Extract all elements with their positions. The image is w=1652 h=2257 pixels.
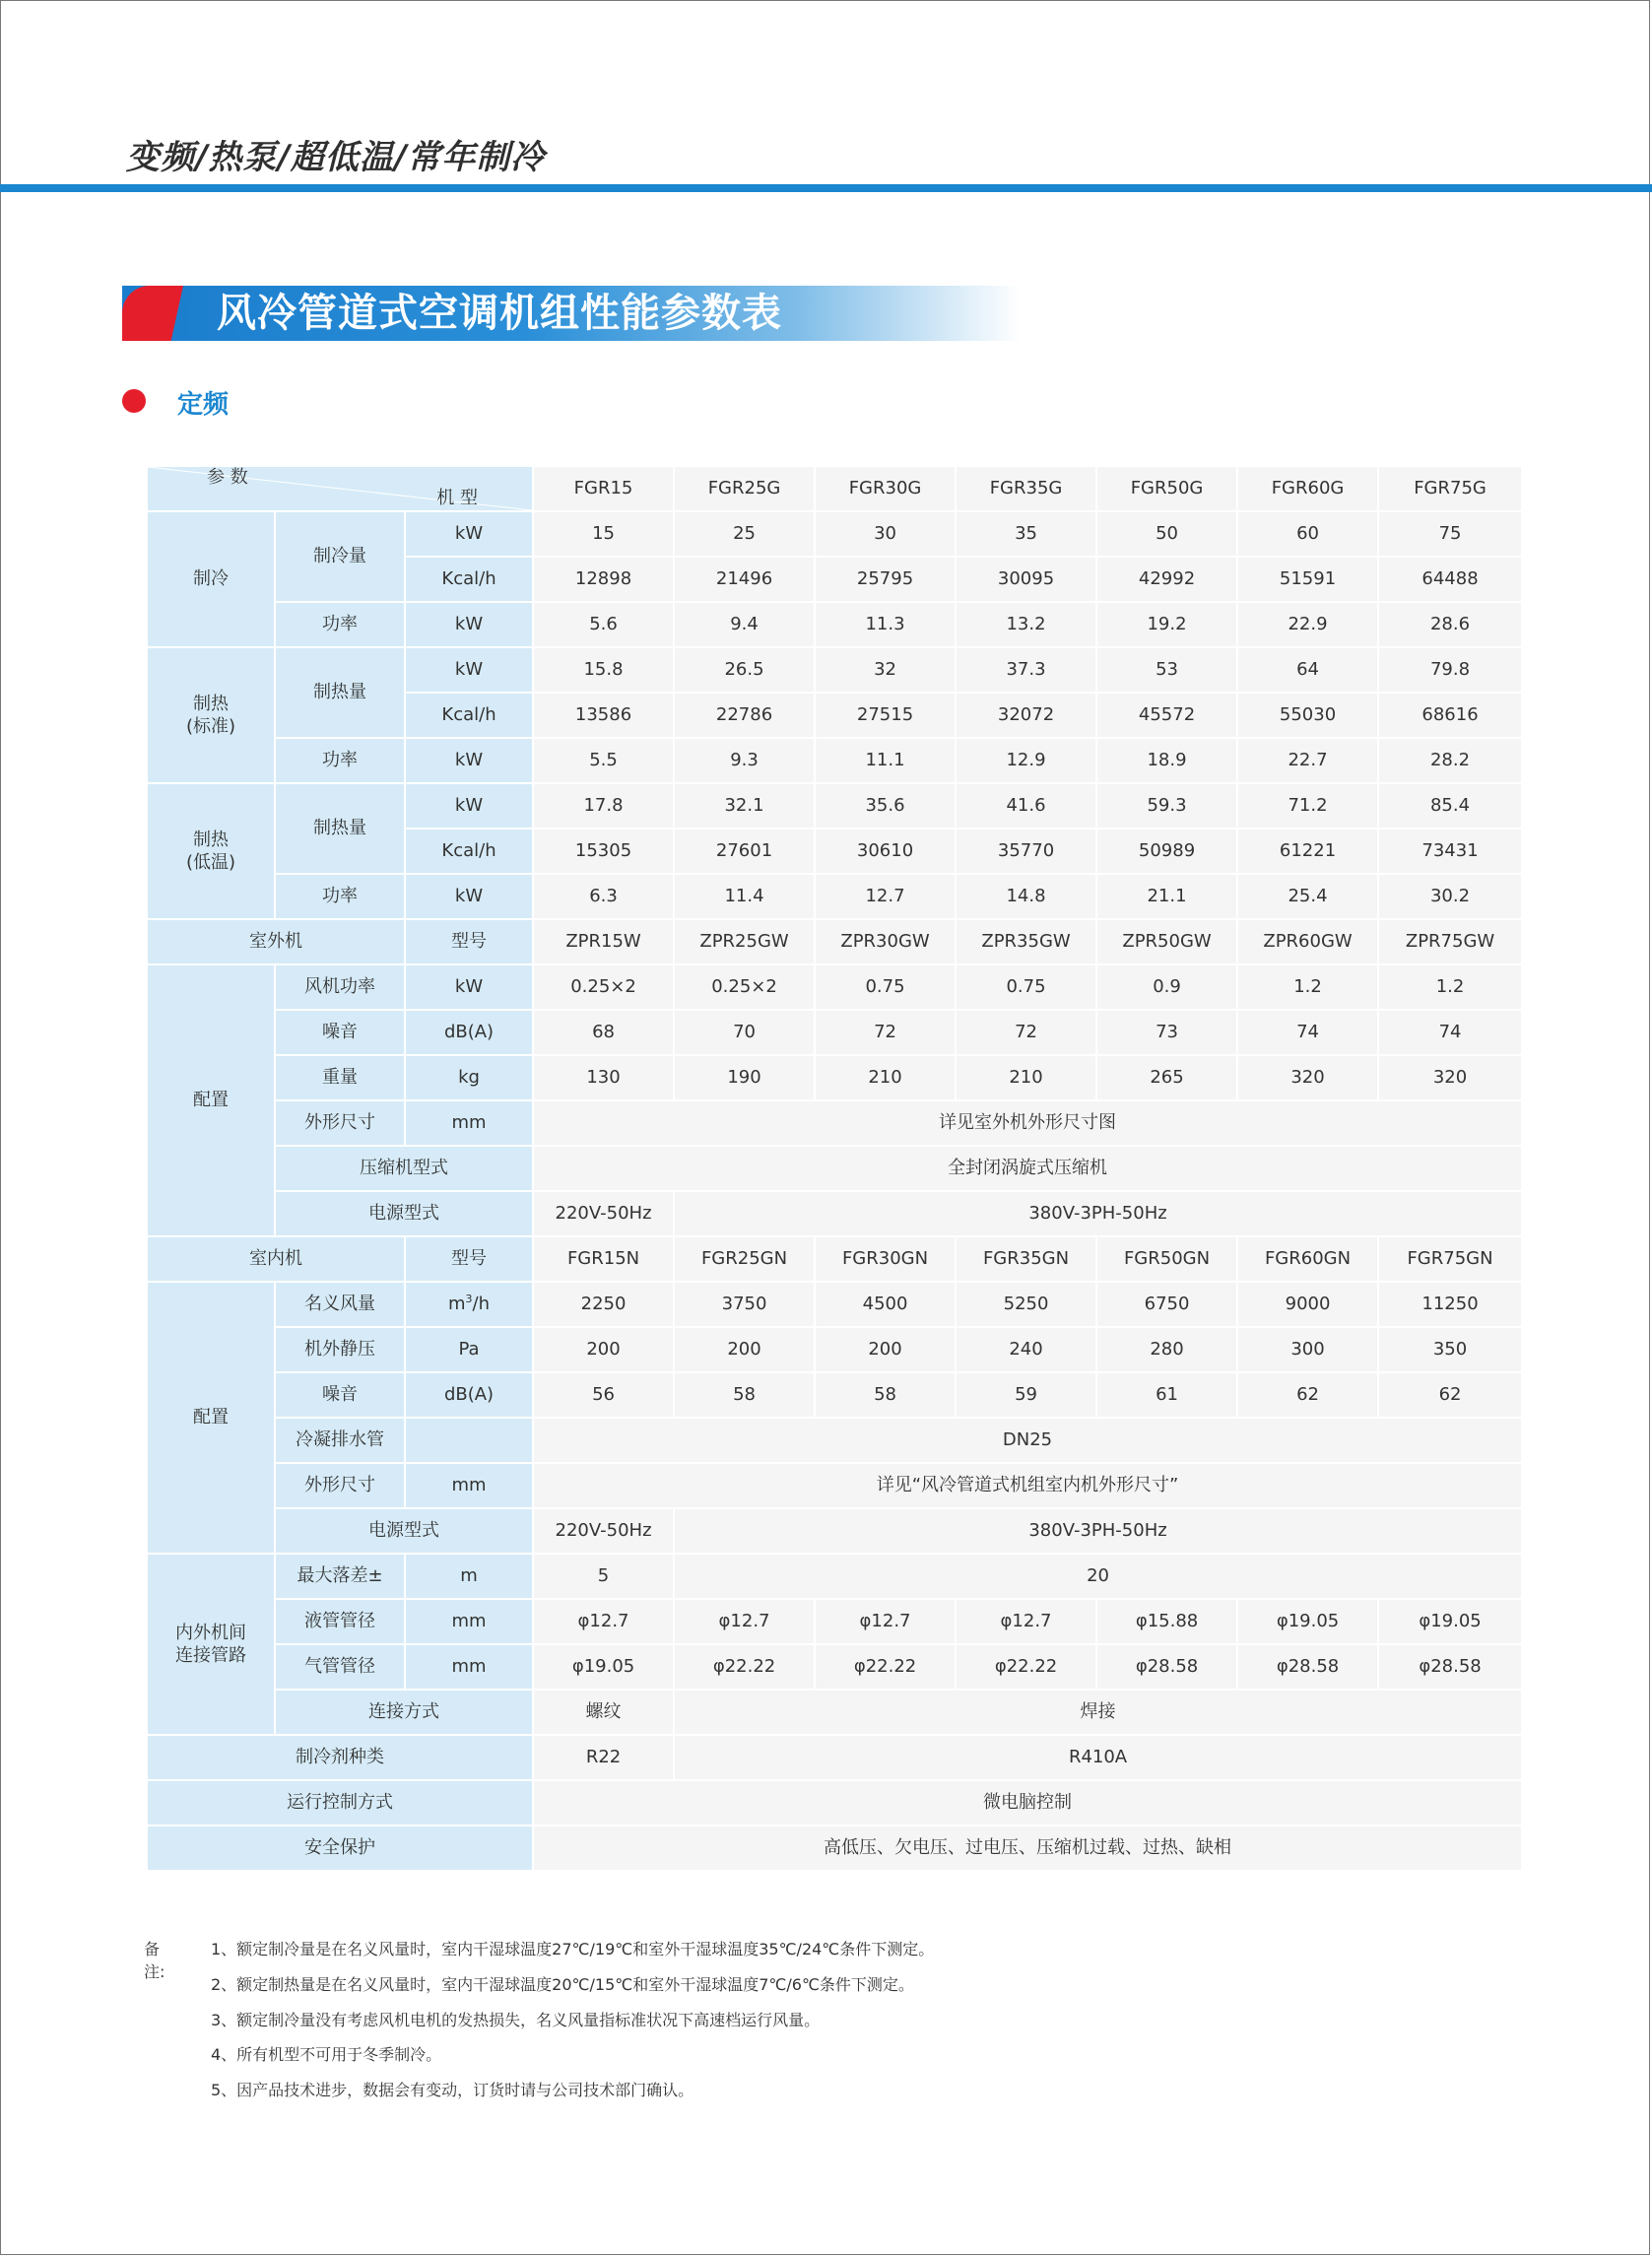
table-cell: 35 xyxy=(956,511,1096,557)
table-row xyxy=(147,1191,1522,1236)
table-cell: 64 xyxy=(1237,647,1378,693)
unit-label: dB(A) xyxy=(405,1010,533,1055)
table-cell: φ22.22 xyxy=(956,1644,1096,1690)
corner-label-model: 机 型 xyxy=(436,488,479,508)
table-cell: 62 xyxy=(1378,1372,1522,1418)
row-label: 制热量 xyxy=(275,783,405,874)
table-cell: 4500 xyxy=(815,1282,956,1327)
model-header: FGR30G xyxy=(815,466,956,511)
unit-label: kg xyxy=(405,1055,533,1100)
unit-text: /h xyxy=(472,1294,491,1315)
table-cell: 85.4 xyxy=(1378,783,1522,829)
unit-label: kW xyxy=(405,647,533,693)
row-label: 安全保护 xyxy=(147,1826,533,1871)
table-cell: 13.2 xyxy=(956,602,1096,647)
table-cell: 68 xyxy=(533,1010,674,1055)
table-cell: 0.9 xyxy=(1096,964,1237,1010)
table-cell: φ28.58 xyxy=(1237,1644,1378,1690)
table-cell: 30610 xyxy=(815,829,956,874)
table-cell: 55030 xyxy=(1237,693,1378,738)
table-cell: 32072 xyxy=(956,693,1096,738)
unit-label: Kcal/h xyxy=(405,557,533,602)
table-cell: 50 xyxy=(1096,511,1237,557)
table-cell: 30.2 xyxy=(1378,874,1522,919)
unit-label xyxy=(405,1418,533,1463)
row-label: 外形尺寸 xyxy=(275,1100,405,1146)
table-cell: 130 xyxy=(533,1055,674,1100)
table-cell-merged: 焊接 xyxy=(674,1690,1522,1735)
unit-label xyxy=(405,1282,533,1327)
table-cell-merged: 详见“风冷管道式机组室内机外形尺寸” xyxy=(533,1463,1522,1508)
table-row xyxy=(147,1282,1522,1327)
model-header: FGR60G xyxy=(1237,466,1378,511)
table-cell: 11250 xyxy=(1378,1282,1522,1327)
table-cell: 320 xyxy=(1237,1055,1378,1100)
table-cell: 42992 xyxy=(1096,557,1237,602)
table-cell: φ22.22 xyxy=(674,1644,815,1690)
note-item: 1、额定制冷量是在名义风量时，室内干湿球温度27℃/19℃和室外干湿球温度35℃/24℃条件下测定。 xyxy=(211,1940,935,1958)
unit-label: 型号 xyxy=(405,919,533,964)
table-row xyxy=(147,1100,1522,1146)
table-cell: 15305 xyxy=(533,829,674,874)
unit-label: kW xyxy=(405,964,533,1010)
table-row xyxy=(147,1236,1522,1282)
spec-table xyxy=(146,465,1523,1872)
table-cell: ZPR75GW xyxy=(1378,919,1522,964)
table-cell: 12898 xyxy=(533,557,674,602)
table-row xyxy=(147,964,1522,1010)
section-bullet-icon xyxy=(122,389,146,413)
unit-label: mm xyxy=(405,1644,533,1690)
notes-label: 备注: xyxy=(144,1940,165,1981)
group-label-indoor: 室内机 xyxy=(147,1236,405,1282)
table-cell: 61221 xyxy=(1237,829,1378,874)
table-cell: 72 xyxy=(956,1010,1096,1055)
row-label: 气管管径 xyxy=(275,1644,405,1690)
unit-text: m xyxy=(448,1294,466,1315)
table-cell: 74 xyxy=(1237,1010,1378,1055)
table-cell: 79.8 xyxy=(1378,647,1522,693)
table-cell: 45572 xyxy=(1096,693,1237,738)
table-cell: 210 xyxy=(956,1055,1096,1100)
table-cell: φ28.58 xyxy=(1378,1644,1522,1690)
table-cell: 190 xyxy=(674,1055,815,1100)
table-cell: 41.6 xyxy=(956,783,1096,829)
table-cell: 70 xyxy=(674,1010,815,1055)
table-cell: ZPR15W xyxy=(533,919,674,964)
table-cell: 2250 xyxy=(533,1282,674,1327)
table-cell: FGR75GN xyxy=(1378,1236,1522,1282)
table-cell: φ15.88 xyxy=(1096,1599,1237,1644)
table-cell: 1.2 xyxy=(1237,964,1378,1010)
table-cell: 12.9 xyxy=(956,738,1096,783)
table-cell: 59.3 xyxy=(1096,783,1237,829)
table-cell: 9.4 xyxy=(674,602,815,647)
table-cell: 14.8 xyxy=(956,874,1096,919)
unit-label: kW xyxy=(405,738,533,783)
model-header: FGR15 xyxy=(533,466,674,511)
table-cell: ZPR30GW xyxy=(815,919,956,964)
table-row xyxy=(147,919,1522,964)
table-cell: 62 xyxy=(1237,1372,1378,1418)
table-cell: 61 xyxy=(1096,1372,1237,1418)
table-row xyxy=(147,874,1522,919)
table-cell: ZPR35GW xyxy=(956,919,1096,964)
table-cell-merged: 380V-3PH-50Hz xyxy=(674,1508,1522,1554)
table-cell: 37.3 xyxy=(956,647,1096,693)
table-cell: 5.6 xyxy=(533,602,674,647)
table-cell-merged: 20 xyxy=(674,1554,1522,1599)
table-cell: φ19.05 xyxy=(533,1644,674,1690)
page-title: 风冷管道式空调机组性能参数表 xyxy=(217,290,782,336)
table-cell: 25.4 xyxy=(1237,874,1378,919)
row-label: 制冷剂种类 xyxy=(147,1735,533,1780)
table-cell: φ12.7 xyxy=(674,1599,815,1644)
table-cell: 75 xyxy=(1378,511,1522,557)
row-label: 冷凝排水管 xyxy=(275,1418,405,1463)
table-cell: 26.5 xyxy=(674,647,815,693)
table-cell: 51591 xyxy=(1237,557,1378,602)
table-cell: φ12.7 xyxy=(533,1599,674,1644)
unit-label: mm xyxy=(405,1599,533,1644)
unit-label: Pa xyxy=(405,1327,533,1372)
group-label-heating-low xyxy=(147,783,275,919)
table-cell: 30 xyxy=(815,511,956,557)
table-cell: 28.6 xyxy=(1378,602,1522,647)
row-label: 功率 xyxy=(275,738,405,783)
table-cell: 240 xyxy=(956,1327,1096,1372)
row-label: 噪音 xyxy=(275,1372,405,1418)
table-header-row xyxy=(147,466,1522,511)
table-cell: FGR50GN xyxy=(1096,1236,1237,1282)
table-row xyxy=(147,647,1522,693)
table-cell: 35.6 xyxy=(815,783,956,829)
model-header: FGR50G xyxy=(1096,466,1237,511)
unit-label: m xyxy=(405,1554,533,1599)
row-label: 制冷量 xyxy=(275,511,405,602)
table-row xyxy=(147,1599,1522,1644)
table-cell: 15 xyxy=(533,511,674,557)
row-label: 外形尺寸 xyxy=(275,1463,405,1508)
table-cell: 72 xyxy=(815,1010,956,1055)
table-row xyxy=(147,511,1522,557)
row-label: 噪音 xyxy=(275,1010,405,1055)
table-cell-merged: 详见室外机外形尺寸图 xyxy=(533,1100,1522,1146)
table-cell: 5.5 xyxy=(533,738,674,783)
unit-superscript: 3 xyxy=(465,1293,473,1306)
table-cell: φ12.7 xyxy=(956,1599,1096,1644)
table-cell: 58 xyxy=(674,1372,815,1418)
table-cell: 73 xyxy=(1096,1010,1237,1055)
table-cell: φ22.22 xyxy=(815,1644,956,1690)
table-row xyxy=(147,1690,1522,1735)
row-label: 功率 xyxy=(275,874,405,919)
table-cell: 64488 xyxy=(1378,557,1522,602)
table-row xyxy=(147,602,1522,647)
table-cell: 68616 xyxy=(1378,693,1522,738)
header-divider-bar xyxy=(0,184,1652,192)
table-cell: φ19.05 xyxy=(1237,1599,1378,1644)
table-cell: 9.3 xyxy=(674,738,815,783)
table-cell: 15.8 xyxy=(533,647,674,693)
table-row xyxy=(147,1735,1522,1780)
unit-label: Kcal/h xyxy=(405,693,533,738)
table-cell: 32.1 xyxy=(674,783,815,829)
table-cell: 25 xyxy=(674,511,815,557)
group-label-piping xyxy=(147,1554,275,1735)
table-cell: 27601 xyxy=(674,829,815,874)
table-cell: 1.2 xyxy=(1378,964,1522,1010)
table-cell-merged: 高低压、欠电压、过电压、压缩机过载、过热、缺相 xyxy=(533,1826,1522,1871)
table-cell: 73431 xyxy=(1378,829,1522,874)
table-cell: 220V-50Hz xyxy=(533,1191,674,1236)
table-cell: 13586 xyxy=(533,693,674,738)
table-row xyxy=(147,1463,1522,1508)
table-cell: 17.8 xyxy=(533,783,674,829)
table-cell: 6750 xyxy=(1096,1282,1237,1327)
table-cell: 11.3 xyxy=(815,602,956,647)
row-label: 名义风量 xyxy=(275,1282,405,1327)
table-cell: 11.1 xyxy=(815,738,956,783)
group-label-heating-standard xyxy=(147,647,275,783)
table-cell: φ19.05 xyxy=(1378,1599,1522,1644)
table-cell-merged: 微电脑控制 xyxy=(533,1780,1522,1826)
table-cell: 28.2 xyxy=(1378,738,1522,783)
table-cell: 0.25×2 xyxy=(674,964,815,1010)
row-label: 机外静压 xyxy=(275,1327,405,1372)
table-cell: 265 xyxy=(1096,1055,1237,1100)
table-row xyxy=(147,1055,1522,1100)
table-cell: FGR25GN xyxy=(674,1236,815,1282)
table-cell: 58 xyxy=(815,1372,956,1418)
table-cell: 0.75 xyxy=(815,964,956,1010)
table-row xyxy=(147,1826,1522,1871)
table-cell: 200 xyxy=(674,1327,815,1372)
table-cell: 12.7 xyxy=(815,874,956,919)
table-cell: 300 xyxy=(1237,1327,1378,1372)
table-cell-merged: 全封闭涡旋式压缩机 xyxy=(533,1146,1522,1191)
unit-label: mm xyxy=(405,1100,533,1146)
table-cell-merged: DN25 xyxy=(533,1418,1522,1463)
table-cell: 200 xyxy=(533,1327,674,1372)
table-cell: 0.25×2 xyxy=(533,964,674,1010)
table-cell: 19.2 xyxy=(1096,602,1237,647)
note-item: 2、额定制热量是在名义风量时，室内干湿球温度20℃/15℃和室外干湿球温度7℃/6℃条件下测定。 xyxy=(211,1975,914,1994)
table-row xyxy=(147,738,1522,783)
table-cell: 11.4 xyxy=(674,874,815,919)
table-cell: ZPR60GW xyxy=(1237,919,1378,964)
table-cell: 200 xyxy=(815,1327,956,1372)
table-cell: φ12.7 xyxy=(815,1599,956,1644)
table-cell: 21.1 xyxy=(1096,874,1237,919)
group-label-line: 制热 xyxy=(193,693,229,714)
unit-label: dB(A) xyxy=(405,1372,533,1418)
note-item: 5、因产品技术进步，数据会有变动，订货时请与公司技术部门确认。 xyxy=(211,2081,694,2099)
table-cell: 22.9 xyxy=(1237,602,1378,647)
note-item: 3、额定制冷量没有考虑风机电机的发热损失，名义风量指标准状况下高速档运行风量。 xyxy=(211,2011,821,2029)
table-cell: 59 xyxy=(956,1372,1096,1418)
table-cell: FGR15N xyxy=(533,1236,674,1282)
row-label: 重量 xyxy=(275,1055,405,1100)
table-cell: 螺纹 xyxy=(533,1690,674,1735)
group-label-outdoor: 室外机 xyxy=(147,919,405,964)
group-label-outdoor-config: 配置 xyxy=(147,964,275,1236)
table-row xyxy=(147,1327,1522,1372)
table-cell: 220V-50Hz xyxy=(533,1508,674,1554)
unit-label: Kcal/h xyxy=(405,829,533,874)
row-label: 压缩机型式 xyxy=(275,1146,533,1191)
table-cell: 50989 xyxy=(1096,829,1237,874)
table-cell: 25795 xyxy=(815,557,956,602)
table-cell: 35770 xyxy=(956,829,1096,874)
group-label-line: 内外机间 xyxy=(175,1622,246,1643)
group-label-line: (标准) xyxy=(185,716,236,737)
row-label: 电源型式 xyxy=(275,1508,533,1554)
table-cell: FGR60GN xyxy=(1237,1236,1378,1282)
row-label: 运行控制方式 xyxy=(147,1780,533,1826)
table-cell: FGR30GN xyxy=(815,1236,956,1282)
table-cell: 22.7 xyxy=(1237,738,1378,783)
model-header: FGR25G xyxy=(674,466,815,511)
table-corner-cell xyxy=(147,466,533,511)
row-label: 连接方式 xyxy=(275,1690,533,1735)
table-cell: 6.3 xyxy=(533,874,674,919)
table-cell: 5250 xyxy=(956,1282,1096,1327)
table-row xyxy=(147,1146,1522,1191)
table-cell: 74 xyxy=(1378,1010,1522,1055)
row-label: 风机功率 xyxy=(275,964,405,1010)
table-cell: 210 xyxy=(815,1055,956,1100)
table-cell: 27515 xyxy=(815,693,956,738)
table-cell: 21496 xyxy=(674,557,815,602)
row-label: 制热量 xyxy=(275,647,405,738)
table-cell: 280 xyxy=(1096,1327,1237,1372)
row-label: 电源型式 xyxy=(275,1191,533,1236)
group-label-indoor-config: 配置 xyxy=(147,1282,275,1554)
table-row xyxy=(147,1010,1522,1055)
table-cell: 32 xyxy=(815,647,956,693)
group-label-line: 制热 xyxy=(193,829,229,850)
table-cell: 18.9 xyxy=(1096,738,1237,783)
table-row xyxy=(147,783,1522,829)
group-label-line: (低温) xyxy=(185,852,236,873)
table-cell: R22 xyxy=(533,1735,674,1780)
table-cell: 22786 xyxy=(674,693,815,738)
table-cell: 3750 xyxy=(674,1282,815,1327)
table-cell: 30095 xyxy=(956,557,1096,602)
header-tagline: 变频/热泵/超低温/常年制冷 xyxy=(126,138,546,177)
unit-label: kW xyxy=(405,783,533,829)
model-header: FGR35G xyxy=(956,466,1096,511)
corner-label-param: 参 数 xyxy=(207,466,248,488)
table-cell: 71.2 xyxy=(1237,783,1378,829)
note-item: 4、所有机型不可用于冬季制冷。 xyxy=(211,2045,442,2064)
row-label: 最大落差± xyxy=(275,1554,405,1599)
table-cell: 56 xyxy=(533,1372,674,1418)
unit-label: mm xyxy=(405,1463,533,1508)
table-row xyxy=(147,1508,1522,1554)
table-cell: 5 xyxy=(533,1554,674,1599)
table-row xyxy=(147,1554,1522,1599)
table-cell: 9000 xyxy=(1237,1282,1378,1327)
group-label-line: 连接管路 xyxy=(175,1645,246,1666)
model-header: FGR75G xyxy=(1378,466,1522,511)
section-title: 定频 xyxy=(177,390,230,420)
table-cell: 0.75 xyxy=(956,964,1096,1010)
table-cell: ZPR50GW xyxy=(1096,919,1237,964)
row-label: 液管管径 xyxy=(275,1599,405,1644)
unit-label: 型号 xyxy=(405,1236,533,1282)
table-cell: ZPR25GW xyxy=(674,919,815,964)
table-cell: 350 xyxy=(1378,1327,1522,1372)
table-row xyxy=(147,1780,1522,1826)
row-label: 功率 xyxy=(275,602,405,647)
table-cell-merged: 380V-3PH-50Hz xyxy=(674,1191,1522,1236)
table-cell: φ28.58 xyxy=(1096,1644,1237,1690)
unit-label: kW xyxy=(405,511,533,557)
unit-label: kW xyxy=(405,602,533,647)
table-row xyxy=(147,1644,1522,1690)
table-cell-merged: R410A xyxy=(674,1735,1522,1780)
table-cell: 60 xyxy=(1237,511,1378,557)
unit-label: kW xyxy=(405,874,533,919)
table-cell: 320 xyxy=(1378,1055,1522,1100)
table-cell: 53 xyxy=(1096,647,1237,693)
table-row xyxy=(147,1372,1522,1418)
table-cell: FGR35GN xyxy=(956,1236,1096,1282)
table-row xyxy=(147,1418,1522,1463)
group-label-cooling: 制冷 xyxy=(147,511,275,647)
